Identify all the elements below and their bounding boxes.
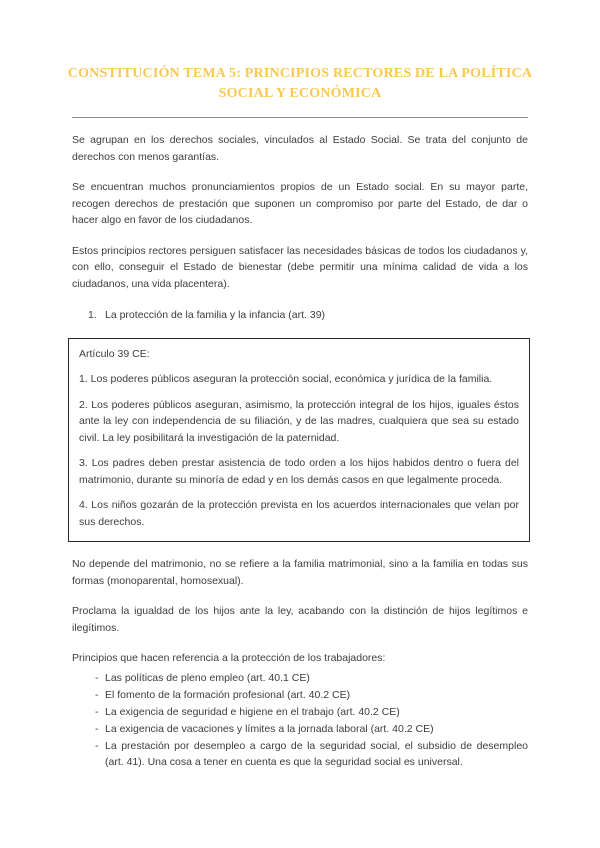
worker-principles-intro: Principios que hacen referencia a la protección de los trabajadores: bbox=[72, 652, 386, 664]
list-item-dash: - bbox=[95, 739, 99, 752]
list-item-text: Las políticas de pleno empleo (art. 40.1 CE) bbox=[105, 671, 310, 684]
page-title-line-1: CONSTITUCIÓN TEMA 5: PRINCIPIOS RECTORES DE LA POLÍTICA bbox=[67, 66, 533, 81]
body-paragraph-2: Proclama la igualdad de los hijos ante la ley, acabando con la distinción de hijos legítimos e ilegítimos. bbox=[72, 605, 528, 634]
list-item-text: La exigencia de seguridad e higiene en el trabajo (art. 40.2 CE) bbox=[105, 705, 400, 718]
worker-principles-list bbox=[72, 670, 528, 770]
list-item-dash: - bbox=[95, 722, 99, 735]
article-box-paragraph-2: 2. Los poderes públicos aseguran, asimismo, la protección integral de los hijos, iguales éstos ante la ley con independencia de su filiación, y de las madres, cualquiera que sea su estado civil. La ley posibilitará la investigación de la paternidad. bbox=[79, 398, 519, 444]
list-item-dash: - bbox=[95, 671, 99, 684]
list-item bbox=[72, 721, 528, 737]
list-item-text: La prestación por desempleo a cargo de la seguridad social, el subsidio de desempleo (art. 41). Una cosa a tener en cuenta es que la seguridad social es universal. bbox=[105, 739, 528, 768]
article-box-heading: Artículo 39 CE: bbox=[79, 348, 150, 360]
list-item bbox=[72, 704, 528, 720]
article-39-box bbox=[68, 338, 530, 542]
list-item-dash: - bbox=[95, 705, 99, 718]
page-title-line-2: SOCIAL Y ECONÓMICA bbox=[218, 86, 382, 101]
section-heading-family-protection bbox=[88, 307, 528, 323]
list-item-text: El fomento de la formación profesional (art. 40.2 CE) bbox=[105, 688, 351, 701]
article-box-paragraph-1: 1. Los poderes públicos aseguran la protección social, económica y jurídica de la familia. bbox=[79, 373, 493, 385]
list-item-dash: - bbox=[95, 688, 99, 701]
list-item bbox=[72, 738, 528, 770]
article-box-paragraph-3: 3. Los padres deben prestar asistencia de todo orden a los hijos habidos dentro o fuera del matrimonio, durante su minoría de edad y en los demás casos en que legalmente proceda. bbox=[79, 457, 519, 486]
title-divider bbox=[72, 117, 528, 118]
page-title bbox=[52, 64, 548, 104]
intro-paragraph-1: Se agrupan en los derechos sociales, vinculados al Estado Social. Se trata del conjunto de derechos con menos garantías. bbox=[72, 134, 528, 163]
list-item bbox=[72, 687, 528, 703]
intro-paragraph-2: Se encuentran muchos pronunciamientos propios de un Estado social. En su mayor parte, recogen derechos de prestación que suponen un compromiso por parte del Estado, de dar o hacer algo en favor de los ciudadanos. bbox=[72, 181, 528, 226]
article-box-paragraph-4: 4. Los niños gozarán de la protección prevista en los acuerdos internacionales que velan por sus derechos. bbox=[79, 499, 519, 528]
body-paragraph-1: No depende del matrimonio, no se refiere a la familia matrimonial, sino a la familia en todas sus formas (monoparental, homosexual). bbox=[72, 558, 528, 587]
list-item bbox=[72, 670, 528, 686]
section-heading-text: La protección de la familia y la infancia (art. 39) bbox=[105, 309, 326, 321]
intro-paragraph-3: Estos principios rectores persiguen satisfacer las necesidades básicas de todos los ciudadanos y, con ello, conseguir el Estado de bienestar (debe permitir una mínima calidad de vida a los ciudadanos, una vida placentera). bbox=[72, 244, 528, 290]
section-number: 1. bbox=[88, 309, 97, 321]
list-item-text: La exigencia de vacaciones y límites a la jornada laboral (art. 40.2 CE) bbox=[105, 722, 434, 735]
